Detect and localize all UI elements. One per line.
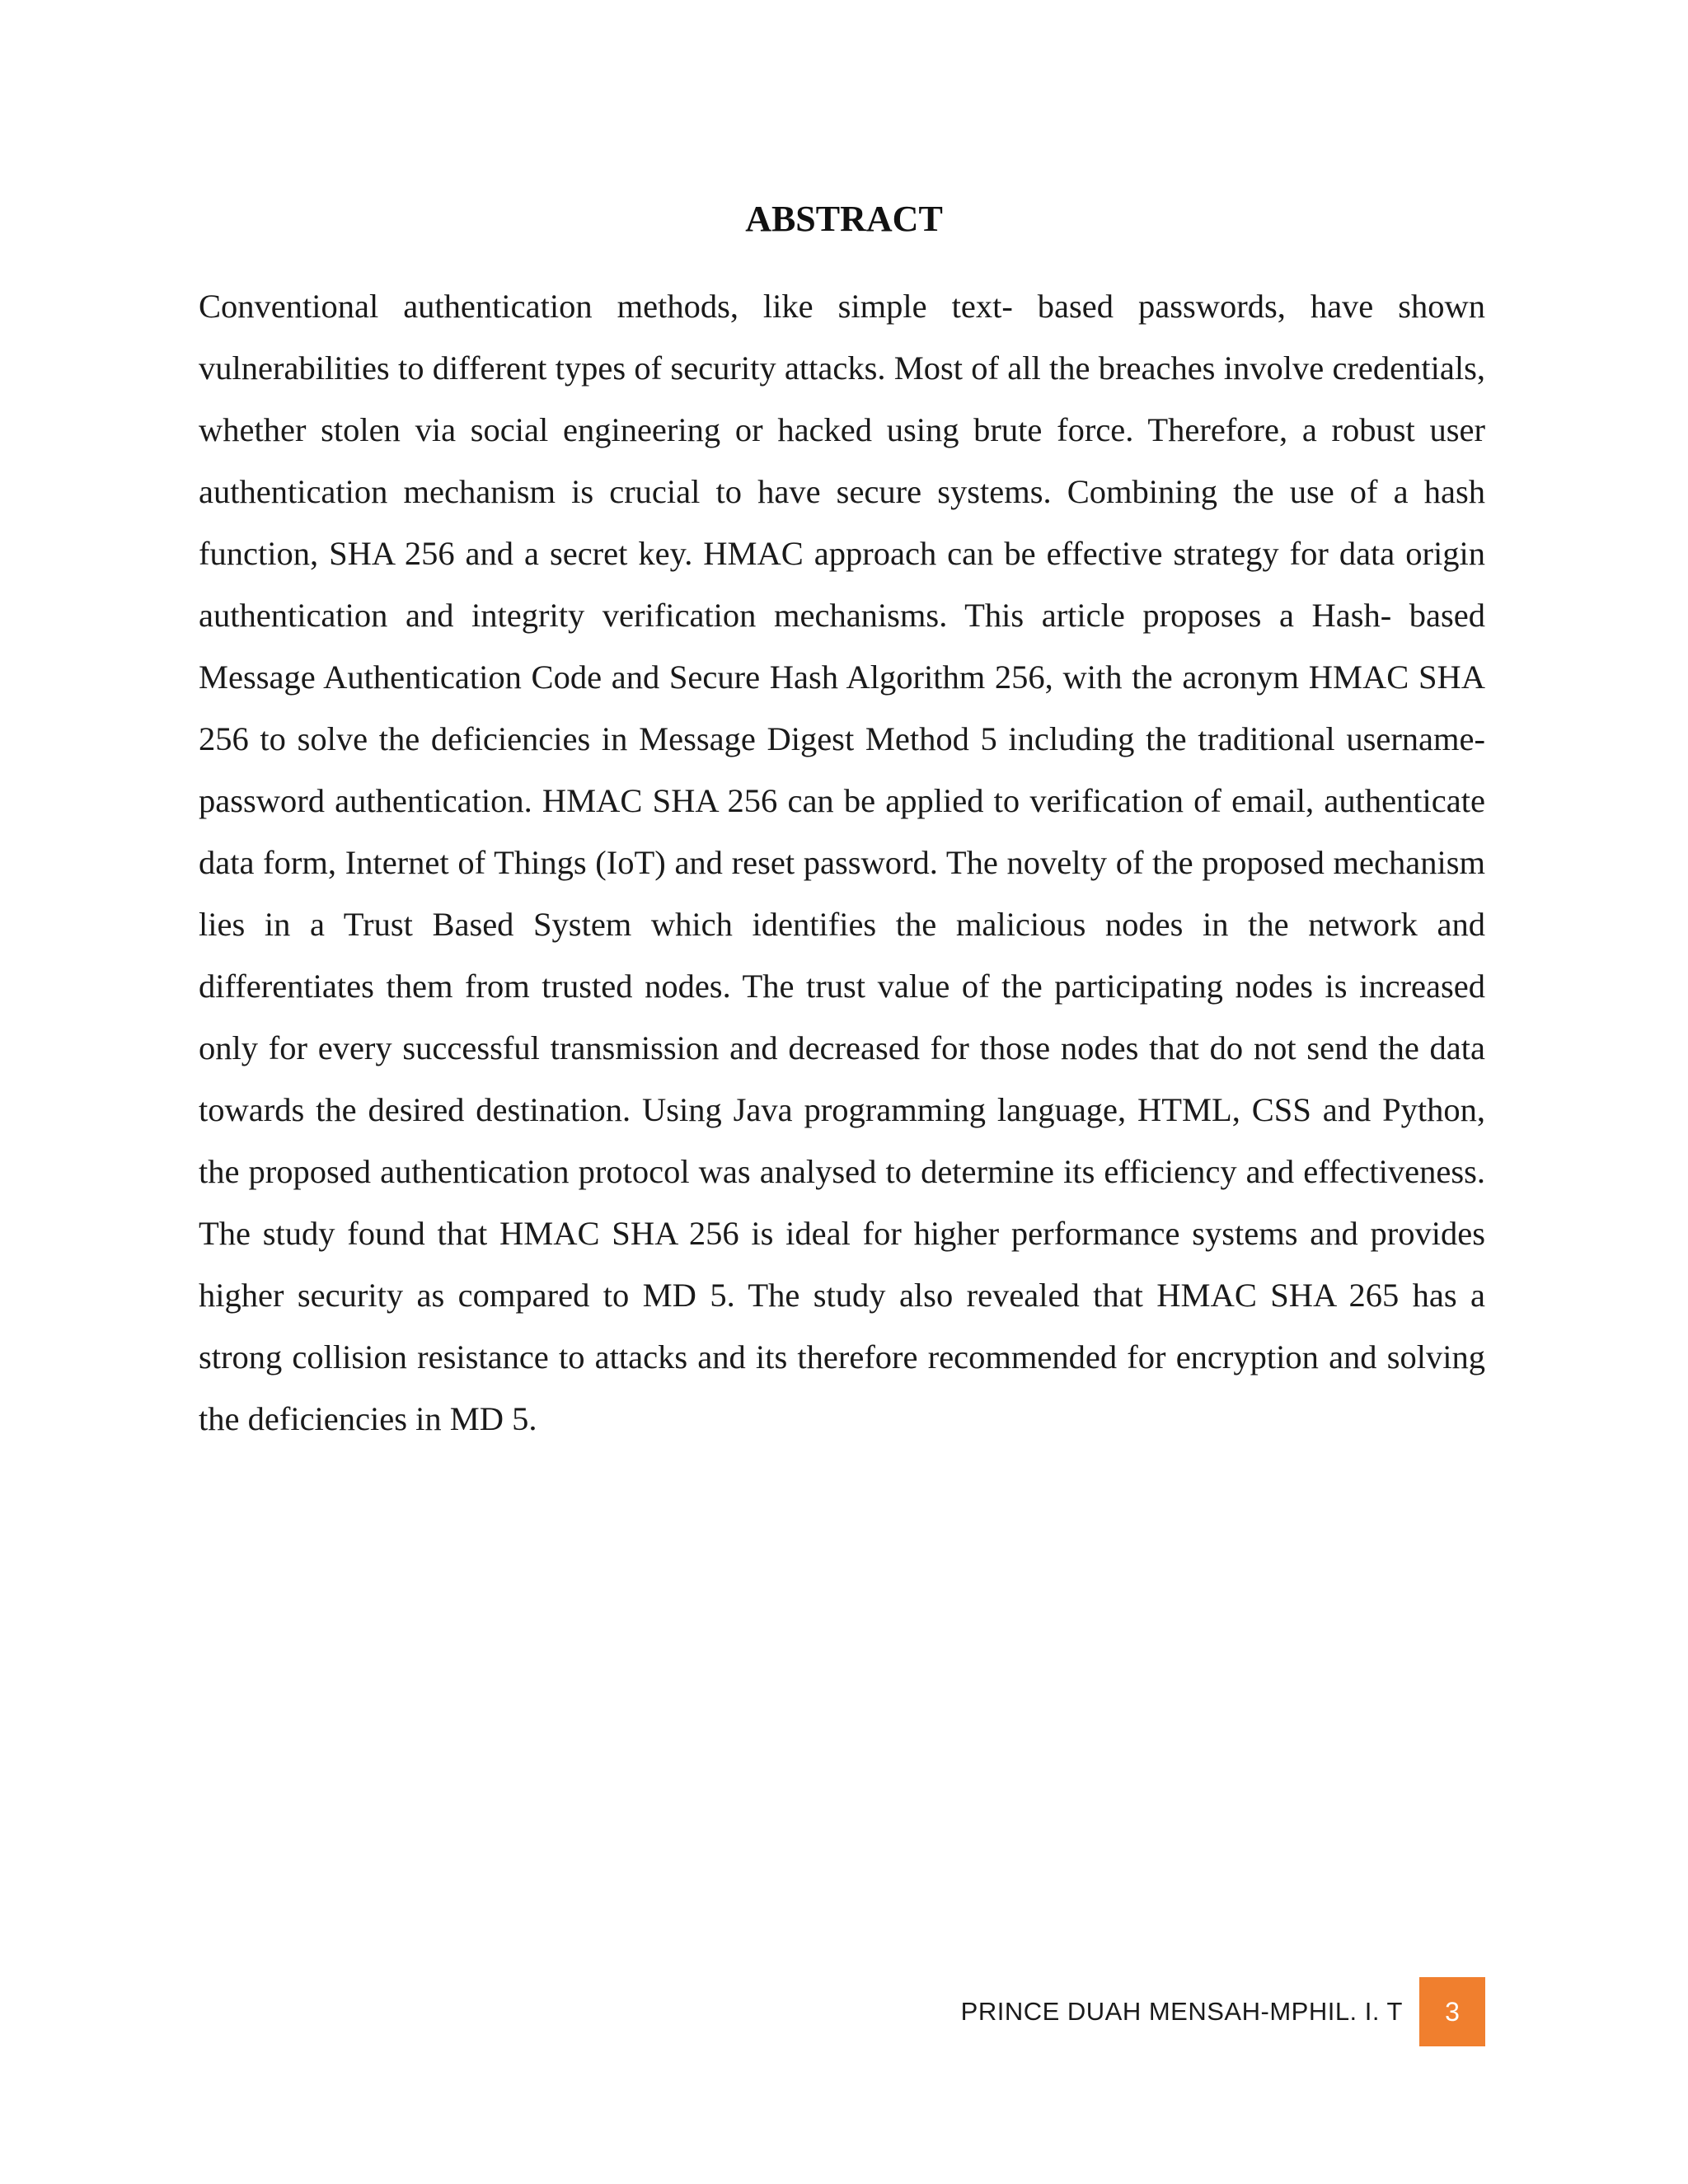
page-footer [961, 1977, 1485, 2046]
footer-author-label: PRINCE DUAH MENSAH-MPHIL. I. T [960, 1997, 1403, 2026]
abstract-paragraph: Conventional authentication methods, like simple text- based passwords, have shown vulnerabilities to different types of security attacks. Most of all the breaches involve credentials, whether stolen via social engineering or hacked using brute force. Therefore, a robust user authentication mechanism is crucial to have secure systems. Combining the use of a hash function, SHA 256 and a secret key. HMAC approach can be effective strategy for data origin authentication and integrity verification mechanisms. This article proposes a Hash- based Message Authentication Code and Secure Hash Algorithm 256, with the acronym HMAC SHA 256 to solve the deficiencies in Message Digest Method 5 including the traditional username- password authentication. HMAC SHA 256 can be applied to verification of email, authenticate data form, Internet of Things (IoT) and reset password. The novelty of the proposed mechanism lies in a Trust Based System which identifies the malicious nodes in the network and differentiates them from trusted nodes. The trust value of the participating nodes is increased only for every successful transmission and decreased for those nodes that do not send the data towards the desired destination. Using Java programming language, HTML, CSS and Python, the proposed authentication protocol was analysed to determine its efficiency and effectiveness. The study found that HMAC SHA 256 is ideal for higher performance systems and provides higher security as compared to MD 5. The study also revealed that HMAC SHA 265 has a strong collision resistance to attacks and its therefore recommended for encryption and solving the deficiencies in MD 5. [199, 288, 1485, 1437]
page-number-badge: 3 [1419, 1977, 1485, 2046]
abstract-heading: ABSTRACT [745, 199, 943, 239]
